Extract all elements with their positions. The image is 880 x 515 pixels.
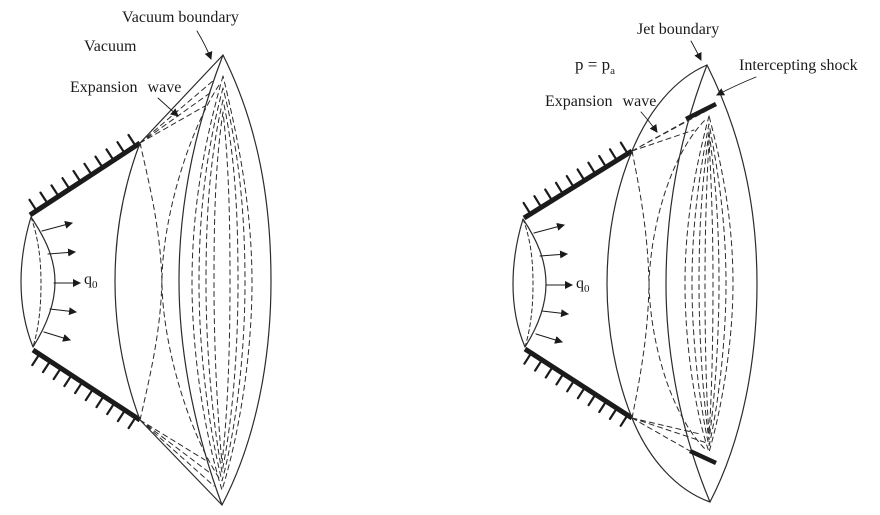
q0-subscript-right: 0 <box>584 283 590 295</box>
q0-subscript-left: 0 <box>92 279 98 291</box>
label-vacuum-boundary: Vacuum boundary <box>122 9 239 26</box>
q0-symbol-left: q <box>84 271 92 288</box>
expansion-wave-pointer-right <box>641 112 657 132</box>
right-label-pointers <box>641 41 756 132</box>
label-expansion-wave-right: Expansion wave <box>545 93 657 110</box>
label-ambient-pressure <box>575 56 615 77</box>
left-plume-art <box>21 31 271 505</box>
vacuum-boundary-pointer <box>197 31 211 59</box>
label-intercepting-shock: Intercepting shock <box>739 57 858 74</box>
left-flow-arrows <box>42 223 80 340</box>
right-wall-hatching-top <box>524 143 628 214</box>
right-wavefront-contours <box>685 116 733 452</box>
right-jet-boundary-curves <box>607 65 757 502</box>
left-wavefront-contours <box>192 76 252 490</box>
label-q0-left <box>84 271 98 291</box>
left-exit-wavefront <box>21 217 55 347</box>
pressure-equation: p = p <box>575 55 611 74</box>
label-vacuum-region: Vacuum <box>84 38 137 55</box>
intercepting-shocks <box>686 104 716 463</box>
right-flow-arrows <box>534 225 572 342</box>
left-vacuum-boundary-curves <box>115 55 271 505</box>
jet-boundary-pointer <box>691 41 701 60</box>
q0-symbol-right: q <box>576 275 584 292</box>
left-wall-hatching-bottom <box>32 354 135 428</box>
left-label-pointers <box>158 31 211 116</box>
intercepting-shock-pointer <box>717 77 756 95</box>
label-jet-boundary: Jet boundary <box>637 21 720 38</box>
label-expansion-wave-left: Expansion wave <box>70 79 182 96</box>
label-q0-right <box>576 275 590 295</box>
left-wall-hatching-top <box>30 135 136 211</box>
right-exit-wavefront <box>513 219 546 347</box>
pressure-subscript: a <box>610 65 615 77</box>
right-wall-hatching-bottom <box>524 353 627 426</box>
